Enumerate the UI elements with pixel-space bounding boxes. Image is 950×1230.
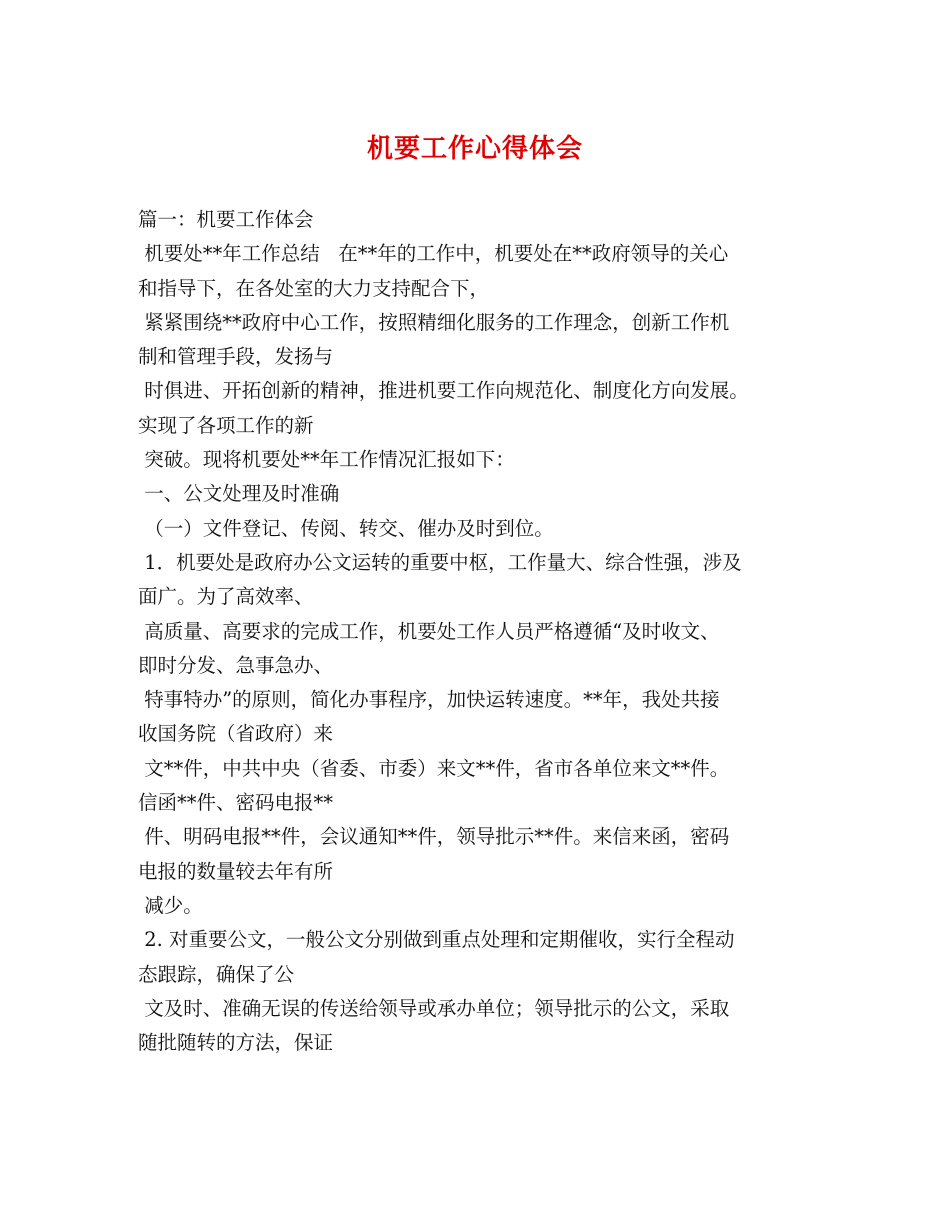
text-line: 和指导下，在各处室的大力支持配合下，	[138, 276, 490, 300]
text-line: 特事特办”的原则，简化办事程序，加快运转速度。**年，我处共接	[138, 688, 720, 712]
text-line: 即时分发、急事急办、	[138, 653, 334, 677]
text-line: 随批随转的方法，保证	[138, 1031, 334, 1055]
document-title: 机要工作心得体会	[366, 134, 583, 164]
text-line: 文**件，中共中央（省委、市委）来文**件，省市各单位来文**件。	[138, 756, 730, 780]
text-line: 2. 对重要公文，一般公文分别做到重点处理和定期催收，实行全程动	[138, 928, 735, 952]
document-body	[138, 203, 838, 1060]
text-line: 一、公文处理及时准确	[138, 482, 340, 506]
text-line: 实现了各项工作的新	[138, 413, 314, 437]
text-line: 减少。	[138, 893, 203, 917]
text-line: 机要处**年工作总结 在**年的工作中，机要处在**政府领导的关心	[138, 242, 729, 266]
text-line: 时俱进、开拓创新的精神，推进机要工作向规范化、制度化方向发展。	[138, 379, 749, 403]
text-line: 面广。为了高效率、	[138, 585, 314, 609]
text-line: 制和管理手段，发扬与	[138, 345, 334, 369]
text-line: 收国务院（省政府）来	[138, 722, 334, 746]
text-line: 件、明码电报**件，会议通知**件，领导批示**件。来信来函，密码	[138, 825, 730, 849]
text-line: 1．机要处是政府办公文运转的重要中枢，工作量大、综合性强，涉及	[138, 550, 742, 574]
text-line: 紧紧围绕**政府中心工作，按照精细化服务的工作理念，创新工作机	[138, 310, 730, 334]
text-line: 信函**件、密码电报**	[138, 791, 334, 815]
text-line: 高质量、高要求的完成工作，机要处工作人员严格遵循“及时收文、	[138, 619, 720, 643]
text-line: 态跟踪，确保了公	[138, 962, 295, 986]
text-line: （一）文件登记、传阅、转交、催办及时到位。	[138, 516, 554, 540]
text-line: 篇一：机要工作体会	[138, 208, 314, 231]
text-line: 电报的数量较去年有所	[138, 859, 334, 883]
text-line: 文及时、准确无误的传送给领导或承办单位；领导批示的公文，采取	[138, 996, 730, 1020]
text-line: 突破。现将机要处**年工作情况汇报如下：	[138, 448, 515, 472]
